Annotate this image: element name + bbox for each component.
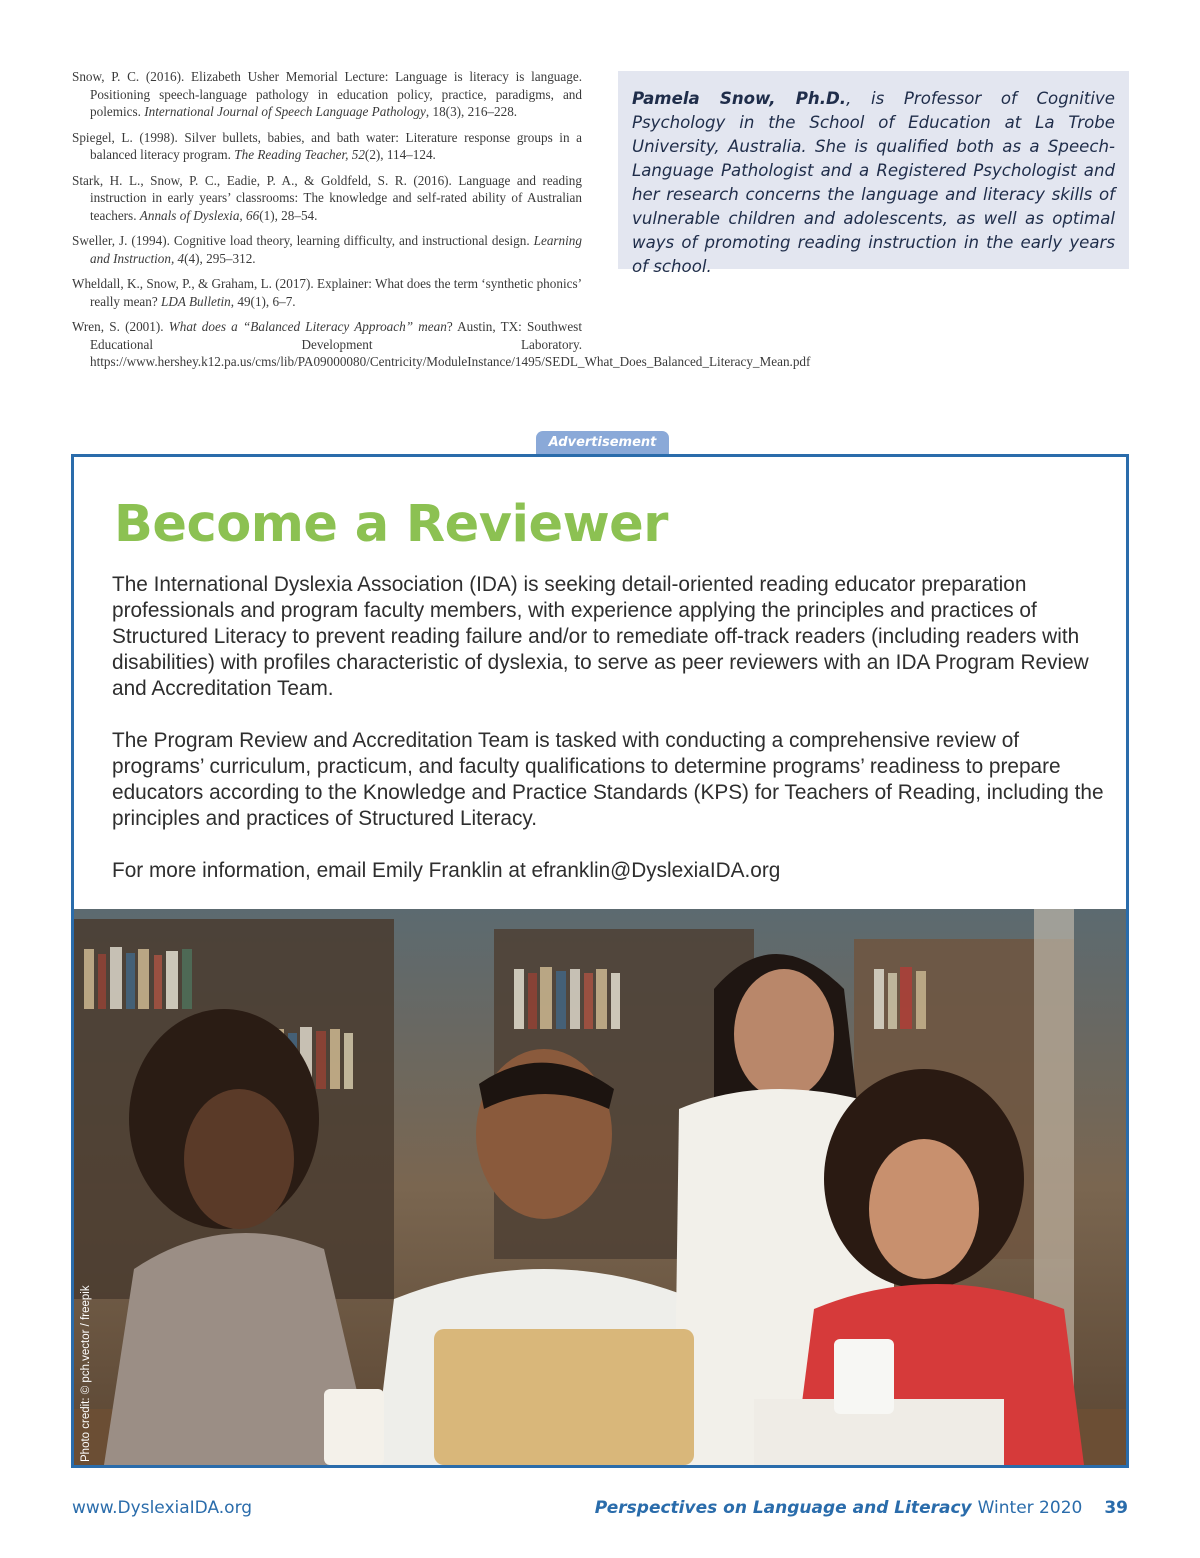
reference-item: Wren, S. (2001). What does a “Balanced Literacy Approach” mean? Austin, TX: Southwest Educational Development Laboratory. https://www.hershey.k12.pa.us/cms/lib/PA09000080/Centricity/ModuleInstance/1495/SEDL_What_Does_Balanced_Literacy_Mean.pdf (72, 319, 811, 369)
author-bio-box (618, 71, 1129, 276)
author-bio-text: , is Professor of Cognitive Psychology in the School of Education at La Trobe University, Australia. She is qualified both as a Speech-Language Pathologist and a Registered Psychologist and her research concerns the language and literacy skills of vulnerable children and adolescents, as well as optimal ways of promoting reading instruction in the early years of school. (632, 89, 1115, 276)
photo-credit: Photo credit: © pch.vector / freepik (80, 1285, 92, 1462)
ad-title: Become a Reviewer (114, 495, 668, 554)
library-scene-illustration (74, 909, 1126, 1465)
footer-publication-info (595, 1498, 1128, 1518)
footer-website-link[interactable]: www.DyslexiaIDA.org (72, 1498, 253, 1518)
ad-photo (74, 909, 1126, 1465)
issue-season: Winter 2020 (977, 1498, 1083, 1518)
reference-item: Stark, H. L., Snow, P. C., Eadie, P. A., & Goldfeld, S. R. (2016). Language and reading instruction in early years’ classrooms: The knowledge and self-rated ability of Australian teachers. Annals of Dyslexia, 66(1), 28–54. (72, 172, 582, 223)
reference-item: Wheldall, K., Snow, P., & Graham, L. (2017). Explainer: What does the term ‘synthetic phonics’ really mean? LDA Bulletin, 49(1), 6–7. (72, 276, 582, 309)
ad-contact-paragraph: For more information, email Emily Franklin at efranklin@DyslexiaIDA.org (112, 859, 781, 882)
reference-item: Spiegel, L. (1998). Silver bullets, babies, and bath water: Literature response groups in a balanced literacy program. The Reading Teacher, 52(2), 114–124. (72, 129, 582, 162)
reference-item: Snow, P. C. (2016). Elizabeth Usher Memorial Lecture: Language is literacy is language. Positioning speech-language pathology in education policy, practice, paradigms, and polemics. International Journal of Speech Language Pathology, 18(3), 216–228. (72, 69, 582, 119)
page-number: 39 (1104, 1498, 1128, 1518)
journal-title: Perspectives on Language and Literacy (594, 1498, 972, 1518)
reference-item: Sweller, J. (1994). Cognitive load theory, learning difficulty, and instructional design. Learning and Instruction, 4(4), 295–312. (72, 233, 582, 266)
ad-paragraph: The International Dyslexia Association (IDA) is seeking detail-oriented reading educator preparation professionals and program faculty members, with experience applying the principles and practices of Structured Literacy to prevent reading failure and/or to remediate off-track readers (including readers with disabilities) with profiles characteristic of dyslexia, to serve as peer reviewers with an IDA Program Review and Accreditation Team. (112, 573, 1089, 700)
advertisement-tab: Advertisement (536, 431, 669, 455)
ad-paragraph: The Program Review and Accreditation Team is tasked with conducting a comprehensive review of programs’ curriculum, practicum, and faculty qualifications to determine programs’ readiness to prepare educators according to the Knowledge and Practice Standards (KPS) for Teachers of Reading, including the principles and practices of Structured Literacy. (112, 729, 1104, 830)
ad-body (112, 572, 1112, 910)
advertisement-box (71, 454, 1129, 1468)
author-name: Pamela Snow, Ph.D. (632, 89, 847, 108)
